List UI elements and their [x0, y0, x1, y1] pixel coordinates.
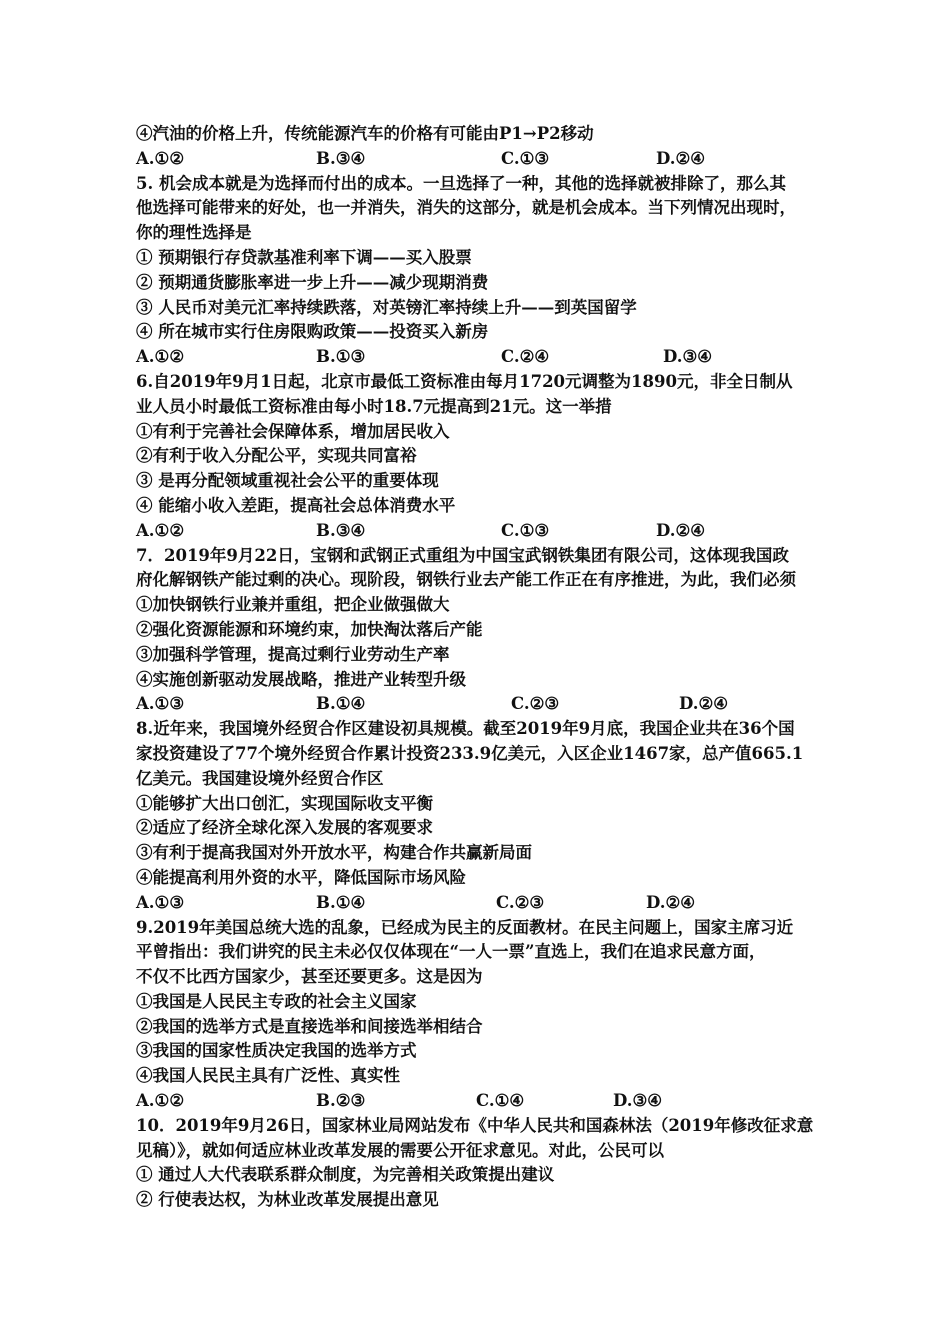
text-line: ④ 能缩小收入差距，提高社会总体消费水平	[136, 495, 456, 515]
answer-option: A.①②	[136, 1091, 185, 1111]
text-line: ②强化资源能源和环境约束，加快淘汰落后产能	[136, 619, 483, 639]
text-line: 见稿）》，就如何适应林业改革发展的需要公开征求意见。对此，公民可以	[136, 1140, 664, 1160]
text-line: ② 预期通货膨胀率进一步上升——减少现期消费	[136, 272, 489, 292]
answer-option: C.①③	[501, 148, 550, 168]
answer-option: C.②③	[496, 892, 545, 912]
answer-option: B.②③	[316, 1091, 366, 1111]
text-line: 8.近年来，我国境外经贸合作区建设初具规模。截至2019年9月底，我国企业共在36个国	[136, 719, 795, 739]
text-line: ①有利于完善社会保障体系，增加居民收入	[136, 421, 450, 441]
answer-option: A.①③	[136, 694, 185, 714]
text-line: ③我国的国家性质决定我国的选举方式	[136, 1041, 417, 1061]
text-line: 业人员小时最低工资标准由每小时18.7元提高到21元。这一举措	[136, 396, 612, 416]
answer-options	[136, 345, 826, 370]
text-line: ④ 所在城市实行住房限购政策——投资买入新房	[136, 322, 489, 342]
text-line: ③有利于提高我国对外开放水平，构建合作共赢新局面	[136, 843, 532, 863]
text-line: 5. 机会成本就是为选择而付出的成本。一旦选择了一种，其他的选择就被排除了，那么其	[136, 173, 786, 193]
answer-option: B.③④	[316, 148, 366, 168]
answer-option: B.①④	[316, 892, 366, 912]
answer-option: D.③④	[663, 347, 713, 367]
text-line: ③ 人民币对美元汇率持续跌落，对英镑汇率持续上升——到英国留学	[136, 297, 637, 317]
answer-option: A.①②	[136, 148, 185, 168]
text-line: ④我国人民民主具有广泛性、真实性	[136, 1066, 400, 1086]
text-line: 9.2019年美国总统大选的乱象，已经成为民主的反面教材。在民主问题上，国家主席习近	[136, 917, 794, 937]
text-line: ①加快钢铁行业兼并重组，把企业做强做大	[136, 595, 450, 615]
text-line: 7．2019年9月22日，宝钢和武钢正式重组为中国宝武钢铁集团有限公司，这体现我国政	[136, 545, 789, 565]
text-line: ① 通过人大代表联系群众制度，为完善相关政策提出建议	[136, 1165, 555, 1185]
text-line: ④实施创新驱动发展战略，推进产业转型升级	[136, 669, 466, 689]
text-line: ①能够扩大出口创汇，实现国际收支平衡	[136, 793, 433, 813]
text-line: 不仅不比西方国家少，甚至还要更多。这是因为	[136, 967, 483, 987]
answer-option: C.②③	[511, 694, 560, 714]
answer-option: A.①③	[136, 892, 185, 912]
text-line: 家投资建设了77个境外经贸合作累计投资233.9亿美元，入区企业1467家，总产值665.1	[136, 743, 804, 763]
text-line: 亿美元。我国建设境外经贸合作区	[136, 768, 384, 788]
text-line: ④能提高利用外资的水平，降低国际市场风险	[136, 867, 466, 887]
answer-options	[136, 692, 826, 717]
text-line: 10．2019年9月26日，国家林业局网站发布《中华人民共和国森林法（2019年修改征求意	[136, 1115, 814, 1135]
answer-option: D.②④	[656, 520, 706, 540]
answer-option: D.②④	[646, 892, 696, 912]
text-line: ③加强科学管理，提高过剩行业劳动生产率	[136, 644, 450, 664]
text-line: 府化解钢铁产能过剩的决心。现阶段，钢铁行业去产能工作正在有序推进，为此，我们必须	[136, 570, 796, 590]
answer-option: C.①④	[476, 1091, 525, 1111]
answer-option: D.③④	[613, 1091, 663, 1111]
answer-option: C.①③	[501, 520, 550, 540]
answer-option: A.①②	[136, 347, 185, 367]
text-line: ① 预期银行存贷款基准利率下调——买入股票	[136, 247, 472, 267]
text-line: 他选择可能带来的好处，也一并消失，消失的这部分，就是机会成本。当下列情况出现时，	[136, 198, 796, 218]
text-line: ①我国是人民民主专政的社会主义国家	[136, 991, 417, 1011]
answer-option: D.②④	[656, 148, 706, 168]
text-line: ②有利于收入分配公平，实现共同富裕	[136, 446, 417, 466]
text-line: ② 行使表达权，为林业改革发展提出意见	[136, 1190, 439, 1210]
answer-option: B.①③	[316, 347, 366, 367]
answer-option: D.②④	[679, 694, 729, 714]
answer-option: B.①④	[316, 694, 366, 714]
text-line: ③ 是再分配领域重视社会公平的重要体现	[136, 471, 439, 491]
answer-option: B.③④	[316, 520, 366, 540]
answer-options	[136, 519, 826, 544]
answer-options	[136, 147, 826, 172]
text-line: 平曾指出：我们讲究的民主未必仅仅体现在“一人一票”直选上，我们在追求民意方面，	[136, 942, 766, 962]
text-line: ④汽油的价格上升，传统能源汽车的价格有可能由P1→P2移动	[136, 124, 594, 143]
exam-content	[136, 122, 826, 1213]
answer-options	[136, 1089, 826, 1114]
text-line: ②我国的选举方式是直接选举和间接选举相结合	[136, 1016, 483, 1036]
answer-option: A.①②	[136, 520, 185, 540]
text-line: 你的理性选择是	[136, 223, 252, 243]
answer-option: C.②④	[501, 347, 550, 367]
text-line: 6.自2019年9月1日起，北京市最低工资标准由每月1720元调整为1890元，非全日制从	[136, 371, 793, 391]
text-line: ②适应了经济全球化深入发展的客观要求	[136, 818, 433, 838]
answer-options	[136, 891, 826, 916]
